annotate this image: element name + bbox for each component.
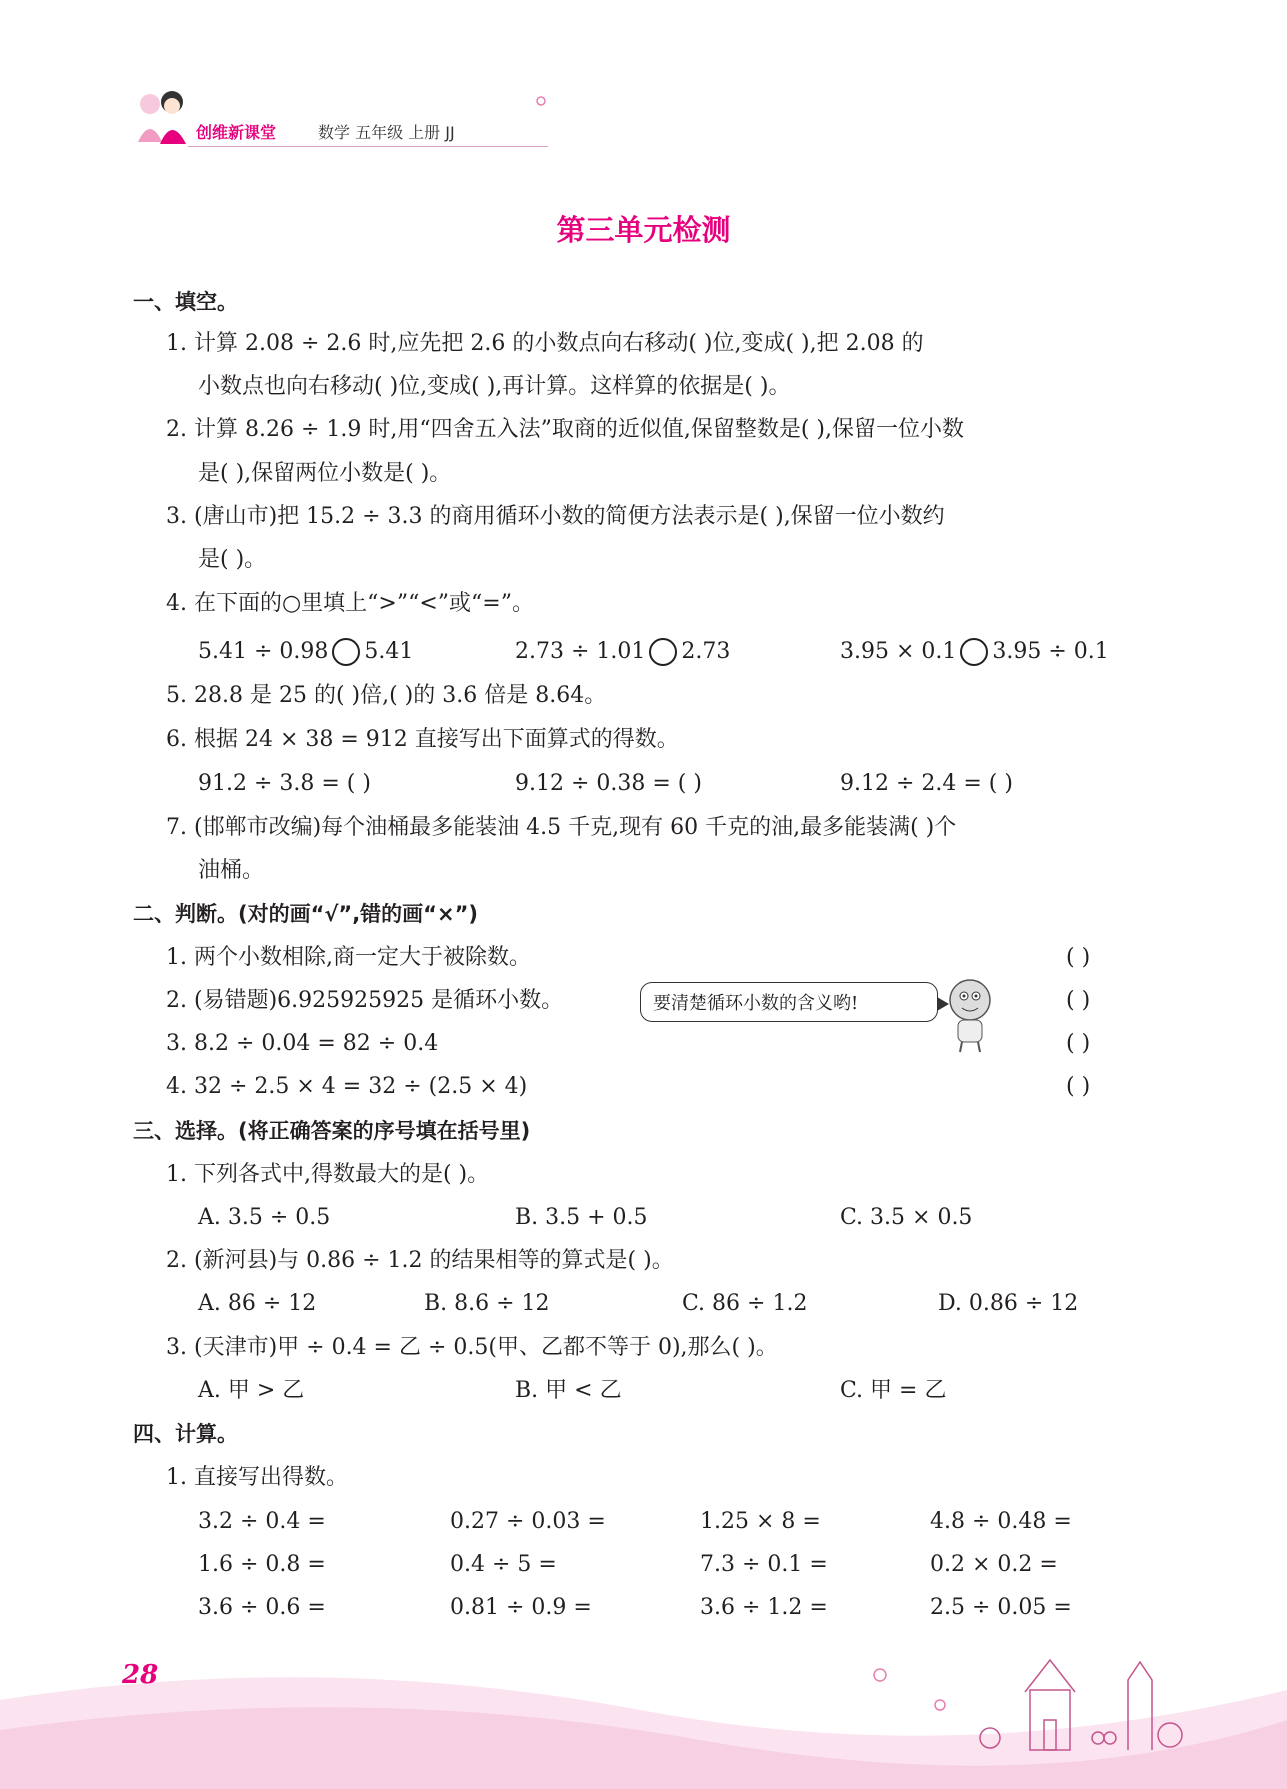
q6-text: 6. 根据 24 × 38 = 912 直接写出下面算式的得数。 <box>166 727 679 752</box>
calc-item: 3.6 ÷ 0.6 = <box>198 1595 326 1620</box>
section-4-heading: 四、计算。 <box>133 1422 238 1446</box>
compare-left: 5.41 ÷ 0.98 <box>198 639 329 664</box>
answer-bracket[interactable]: ( ) <box>1066 988 1091 1013</box>
option: B. 8.6 ÷ 12 <box>424 1291 550 1316</box>
choice-q1: 1. 下列各式中,得数最大的是( )。 <box>166 1162 490 1187</box>
judge-item: 2. (易错题)6.925925925 是循环小数。 <box>166 988 564 1013</box>
option: A. 甲 > 乙 <box>198 1378 305 1403</box>
header-divider <box>188 146 548 147</box>
footer-wave <box>0 1620 1287 1789</box>
page-number: 28 <box>122 1660 159 1690</box>
answer-bracket[interactable]: ( ) <box>1066 945 1091 970</box>
compare-item <box>515 638 730 666</box>
blank-circle[interactable] <box>649 638 677 666</box>
q3-line2: 是( )。 <box>198 547 267 572</box>
calc-item: 3.2 ÷ 0.4 = <box>198 1509 326 1534</box>
q1-line1: 1. 计算 2.08 ÷ 2.6 时,应先把 2.6 的小数点向右移动( )位,变成( ),把 2.08 的 <box>166 331 924 356</box>
hint-text: 要清楚循环小数的含义哟! <box>653 993 859 1014</box>
choice-q3: 3. (天津市)甲 ÷ 0.4 = 乙 ÷ 0.5(甲、乙都不等于 0),那么( )。 <box>166 1335 778 1360</box>
hint-bubble <box>640 982 938 1022</box>
calc-item: 0.81 ÷ 0.9 = <box>450 1595 592 1620</box>
flower-icon <box>532 92 550 110</box>
q7-line2: 油桶。 <box>198 858 265 883</box>
book-info: 数学 五年级 上册 JJ <box>318 123 455 142</box>
option: D. 0.86 ÷ 12 <box>938 1291 1079 1316</box>
answer-bracket[interactable]: ( ) <box>1066 1074 1091 1099</box>
q6-item: 9.12 ÷ 2.4 = ( ) <box>840 771 1013 796</box>
answer-bracket[interactable]: ( ) <box>1066 1031 1091 1056</box>
blank-circle[interactable] <box>960 638 988 666</box>
compare-right: 2.73 <box>681 639 731 664</box>
page-title: 第三单元检测 <box>556 213 731 247</box>
q6-item: 91.2 ÷ 3.8 = ( ) <box>198 771 371 796</box>
calc-q1: 1. 直接写出得数。 <box>166 1465 348 1490</box>
option: C. 甲 = 乙 <box>840 1378 947 1403</box>
page-header <box>128 82 548 152</box>
calc-item: 3.6 ÷ 1.2 = <box>700 1595 828 1620</box>
q5-text: 5. 28.8 是 25 的( )倍,( )的 3.6 倍是 8.64。 <box>166 683 607 708</box>
option: A. 3.5 ÷ 0.5 <box>198 1205 331 1230</box>
calc-item: 7.3 ÷ 0.1 = <box>700 1552 828 1577</box>
option: B. 3.5 + 0.5 <box>515 1205 648 1230</box>
option: C. 86 ÷ 1.2 <box>682 1291 808 1316</box>
compare-item <box>198 638 413 666</box>
q4-text: 4. 在下面的○里填上“>”“<”或“=”。 <box>166 591 534 616</box>
calc-item: 4.8 ÷ 0.48 = <box>930 1509 1072 1534</box>
calc-item: 0.2 × 0.2 = <box>930 1552 1058 1577</box>
section-2-heading: 二、判断。(对的画“√”,错的画“×”) <box>133 902 478 926</box>
q6-item: 9.12 ÷ 0.38 = ( ) <box>515 771 702 796</box>
compare-right: 5.41 <box>364 639 414 664</box>
cartoon-mascot-icon <box>944 974 998 1054</box>
blank-circle[interactable] <box>332 638 360 666</box>
calc-item: 1.6 ÷ 0.8 = <box>198 1552 326 1577</box>
choice-q2: 2. (新河县)与 0.86 ÷ 1.2 的结果相等的算式是( )。 <box>166 1248 674 1273</box>
option: C. 3.5 × 0.5 <box>840 1205 973 1230</box>
judge-item: 1. 两个小数相除,商一定大于被除数。 <box>166 945 531 970</box>
calc-item: 0.4 ÷ 5 = <box>450 1552 557 1577</box>
calc-item: 1.25 × 8 = <box>700 1509 821 1534</box>
brand-name: 创维新课堂 <box>196 123 277 142</box>
compare-left: 3.95 × 0.1 <box>840 639 957 664</box>
compare-item <box>840 638 1109 666</box>
calc-item: 2.5 ÷ 0.05 = <box>930 1595 1072 1620</box>
section-1-heading: 一、填空。 <box>133 290 238 314</box>
judge-item: 4. 32 ÷ 2.5 × 4 = 32 ÷ (2.5 × 4) <box>166 1074 528 1099</box>
q2-line2: 是( ),保留两位小数是( )。 <box>198 461 452 486</box>
judge-item: 3. 8.2 ÷ 0.04 = 82 ÷ 0.4 <box>166 1031 439 1056</box>
compare-left: 2.73 ÷ 1.01 <box>515 639 646 664</box>
q7-line1: 7. (邯郸市改编)每个油桶最多能装油 4.5 千克,现有 60 千克的油,最多能装满( )个 <box>166 815 957 840</box>
section-3-heading: 三、选择。(将正确答案的序号填在括号里) <box>133 1119 531 1143</box>
cartoon-kids-icon <box>128 82 198 152</box>
compare-right: 3.95 ÷ 0.1 <box>992 639 1109 664</box>
q2-line1: 2. 计算 8.26 ÷ 1.9 时,用“四舍五入法”取商的近似值,保留整数是( ),保留一位小数 <box>166 417 964 442</box>
option: A. 86 ÷ 12 <box>198 1291 317 1316</box>
q1-line2: 小数点也向右移动( )位,变成( ),再计算。这样算的依据是( )。 <box>198 374 791 399</box>
q3-line1: 3. (唐山市)把 15.2 ÷ 3.3 的商用循环小数的简便方法表示是( ),保留一位小数约 <box>166 504 945 529</box>
calc-item: 0.27 ÷ 0.03 = <box>450 1509 606 1534</box>
option: B. 甲 < 乙 <box>515 1378 622 1403</box>
